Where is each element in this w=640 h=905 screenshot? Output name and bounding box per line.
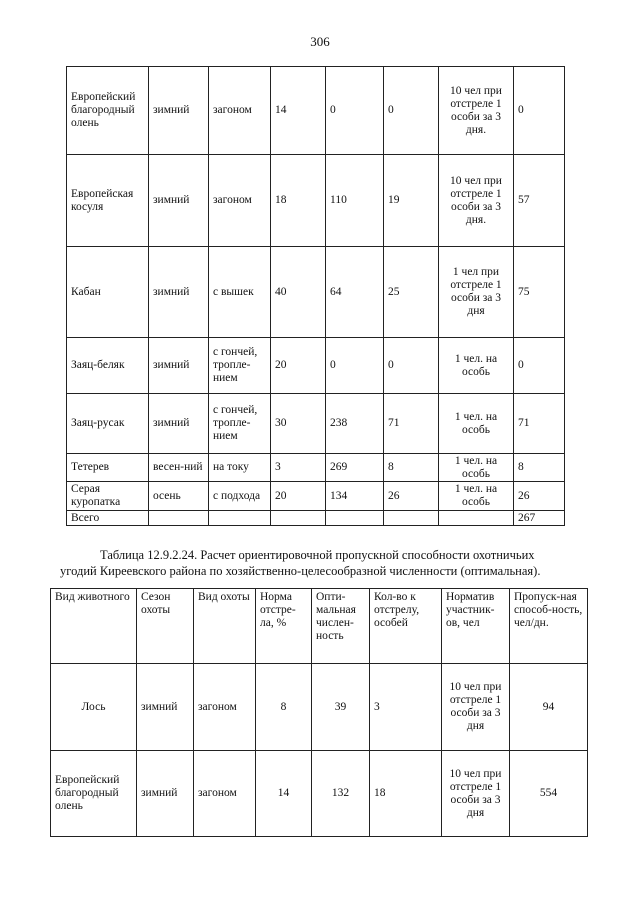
cell-quota: 0 (384, 338, 439, 394)
total-label: Всего (67, 511, 149, 526)
cell-animal: Лось (51, 664, 137, 751)
cell-season: зимний (137, 751, 194, 837)
cell-capacity: 0 (514, 67, 565, 155)
table-caption (60, 547, 587, 579)
cell-count: 134 (326, 482, 384, 511)
cell-method: загоном (194, 664, 256, 751)
cell-norm-participants: 10 чел при отстреле 1 особи за 3 дня (442, 751, 510, 837)
cell-method: с вышек (209, 247, 271, 338)
cell-norm-participants: 1 чел. на особь (439, 454, 514, 482)
cell-capacity: 94 (510, 664, 588, 751)
cell-norm-participants: 10 чел при отстреле 1 особи за 3 дня. (439, 67, 514, 155)
cell-norm: 14 (271, 67, 326, 155)
cell-method: с гончей, тропле-нием (209, 394, 271, 454)
cell-count: 0 (326, 67, 384, 155)
cell-norm-participants: 10 чел при отстреле 1 особи за 3 дня. (439, 155, 514, 247)
cell-method: загоном (209, 155, 271, 247)
cell-animal: Европейский благородный олень (51, 751, 137, 837)
header-animal: Вид животного (51, 589, 137, 664)
hunting-capacity-table-continued (66, 66, 565, 526)
cell-animal: Заяц-беляк (67, 338, 149, 394)
cell-season: весен-ний (149, 454, 209, 482)
cell-animal: Европейский благородный олень (67, 67, 149, 155)
cell-count: 132 (312, 751, 370, 837)
cell-animal: Европейская косуля (67, 155, 149, 247)
cell-count: 64 (326, 247, 384, 338)
cell-method: на току (209, 454, 271, 482)
cell-season: зимний (137, 664, 194, 751)
header-season: Сезон охоты (137, 589, 194, 664)
header-row (51, 589, 588, 664)
table-row (67, 155, 565, 247)
cell-capacity: 75 (514, 247, 565, 338)
cell-quota: 3 (370, 664, 442, 751)
cell-season: зимний (149, 338, 209, 394)
cell-count: 110 (326, 155, 384, 247)
cell-quota: 71 (384, 394, 439, 454)
table-row (51, 664, 588, 751)
cell-count: 269 (326, 454, 384, 482)
cell-quota: 18 (370, 751, 442, 837)
total-value: 267 (514, 511, 565, 526)
cell-norm: 30 (271, 394, 326, 454)
cell-method: загоном (194, 751, 256, 837)
cell-count: 0 (326, 338, 384, 394)
cell-count: 39 (312, 664, 370, 751)
cell-quota: 8 (384, 454, 439, 482)
cell-capacity: 0 (514, 338, 565, 394)
table-row (67, 394, 565, 454)
cell-capacity: 554 (510, 751, 588, 837)
cell-norm-participants: 1 чел. на особь (439, 482, 514, 511)
table-row (67, 67, 565, 155)
header-norm-participants: Норматив участник-ов, чел (442, 589, 510, 664)
cell-season: зимний (149, 155, 209, 247)
header-count: Опти-мальная числен-ность (312, 589, 370, 664)
table-row (67, 247, 565, 338)
caption-line-2: угодий Киреевского района по хозяйственно-целесообразной численности (оптимальная). (60, 564, 541, 578)
cell-animal: Тетерев (67, 454, 149, 482)
cell-norm-participants: 1 чел. на особь (439, 394, 514, 454)
caption-line-1: Таблица 12.9.2.24. Расчет ориентировочной пропускной способности охотничьих (100, 548, 535, 562)
cell-method: с гончей, тропле-нием (209, 338, 271, 394)
cell-season: осень (149, 482, 209, 511)
cell-method: загоном (209, 67, 271, 155)
cell-quota: 25 (384, 247, 439, 338)
cell-norm-participants: 10 чел при отстреле 1 особи за 3 дня (442, 664, 510, 751)
cell-norm: 3 (271, 454, 326, 482)
table-row (67, 482, 565, 511)
cell-norm-participants: 1 чел. на особь (439, 338, 514, 394)
cell-count: 238 (326, 394, 384, 454)
cell-season: зимний (149, 394, 209, 454)
cell-animal: Заяц-русак (67, 394, 149, 454)
cell-animal: Серая куропатка (67, 482, 149, 511)
cell-quota: 0 (384, 67, 439, 155)
cell-capacity: 26 (514, 482, 565, 511)
header-capacity: Пропуск-ная способ-ность, чел/дн. (510, 589, 588, 664)
header-method: Вид охоты (194, 589, 256, 664)
cell-norm: 14 (256, 751, 312, 837)
cell-season: зимний (149, 247, 209, 338)
cell-quota: 19 (384, 155, 439, 247)
hunting-capacity-table-optimal (50, 588, 588, 837)
cell-norm-participants: 1 чел при отстреле 1 особи за 3 дня (439, 247, 514, 338)
cell-animal: Кабан (67, 247, 149, 338)
cell-capacity: 71 (514, 394, 565, 454)
cell-norm: 40 (271, 247, 326, 338)
cell-capacity: 57 (514, 155, 565, 247)
cell-norm: 18 (271, 155, 326, 247)
table-row (67, 338, 565, 394)
page-number: 306 (310, 34, 330, 49)
header-norm: Норма отстре-ла, % (256, 589, 312, 664)
cell-norm: 20 (271, 482, 326, 511)
cell-season: зимний (149, 67, 209, 155)
cell-norm: 8 (256, 664, 312, 751)
cell-quota: 26 (384, 482, 439, 511)
table-row (67, 454, 565, 482)
cell-method: с подхода (209, 482, 271, 511)
header-quota: Кол-во к отстрелу, особей (370, 589, 442, 664)
cell-capacity: 8 (514, 454, 565, 482)
total-row (67, 511, 565, 526)
table-row (51, 751, 588, 837)
cell-norm: 20 (271, 338, 326, 394)
